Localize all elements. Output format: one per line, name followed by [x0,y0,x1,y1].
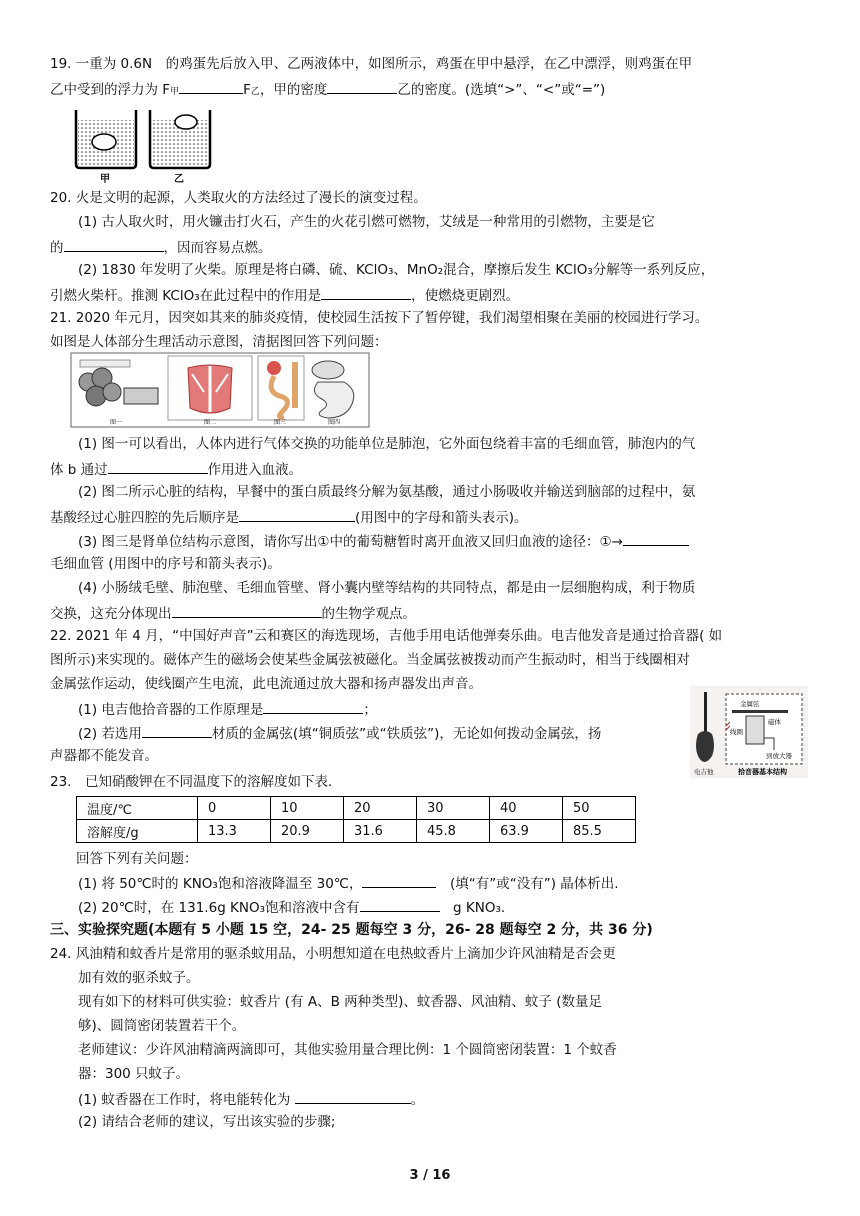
table-cell: 85.5 [563,820,636,843]
q23-ask: 回答下列有关问题： [76,851,198,867]
answer-blank[interactable] [142,723,212,738]
q24-p2: (2) 请结合老师的建议，写出该实验的步骤; [78,1114,336,1130]
answer-blank[interactable] [321,285,411,300]
answer-blank[interactable] [179,79,243,94]
beaker-b-label: 乙 [174,174,184,184]
heart [168,356,252,420]
answer-blank[interactable] [360,897,440,912]
q24-l3: 现有如下的材料可供实验：蚊香片 (有 A、B 两种类型)、蚊香器、风油精、蚊子 (数量足 [78,994,602,1010]
q23-p1: (1) 将 50℃时的 KNO₃饱和溶液降温至 30℃， (填“有”或“没有”) 晶体析出. [78,873,619,893]
label-guitar: 电吉他 [694,768,714,776]
q23-p2: (2) 20℃时，在 131.6g KNO₃饱和溶液中含有 g KNO₃. [78,897,505,917]
answer-blank[interactable] [239,507,355,522]
table-row [77,820,636,843]
q21-title: 21. 2020 年元月，因突如其来的肺炎疫情，使校园生活按下了暂停键，我们渴望相聚在美丽的校园进行学习。 [50,310,709,326]
label-string: 金属弦 [740,700,760,708]
q24-l4: 够)、圆筒密闭装置若干个。 [78,1018,246,1034]
q24-l6: 器：300 只蚊子。 [78,1066,190,1082]
table-cell: 溶解度/g [77,820,198,843]
q20-p2b: 引燃火柴杆。推测 KClO₃在此过程中的作用是 ，使燃烧更剧烈。 [50,285,519,305]
q21-p1a: (1) 图一可以看出，人体内进行气体交换的功能单位是肺泡，它外面包绕着丰富的毛细血管，肺泡内的气 [78,436,696,452]
egg-a [92,134,116,150]
q21-p4a: (4) 小肠绒毛壁、肺泡壁、毛细血管壁、肾小囊内壁等结构的共同特点，都是由一层细胞构成，利于物质 [78,580,696,596]
table-cell: 温度/℃ [77,797,198,820]
beaker-a [76,110,136,168]
label-caption: 拾音器基本结构 [738,768,787,776]
table-cell: 31.6 [344,820,417,843]
answer-blank[interactable] [172,603,322,618]
q22-l3: 金属弦作运动，使线圈产生电流，此电流通过放大器和扬声器发出声音。 [50,676,482,692]
q24-p1: (1) 蚊香器在工作时，将电能转化为 。 [78,1089,424,1109]
table-row [77,797,636,820]
q21-p1b: 体 b 通过 作用进入血液。 [50,459,302,479]
label-magnet: 磁体 [768,718,781,726]
q20-p1b: 的 ，因而容易点燃。 [50,237,272,257]
q22-title: 22. 2021 年 4 月，“中国好声音”云和赛区的海选现场，吉他手用电话他弹奏乐曲。电吉他发音是通过拾音器( 如 [50,628,723,644]
table-cell: 10 [271,797,344,820]
beaker-figure [68,102,218,184]
q22-p2: (2) 若选用 材质的金属弦(填“铜质弦”或“铁质弦”)，无论如何拨动金属弦，扬 [78,723,601,743]
label-amp: 到放大器 [766,752,792,760]
beaker-a-label: 甲 [100,174,110,184]
q21-intro: 如图是人体部分生理活动示意图，清据图回答下列问题： [50,334,388,350]
answer-blank[interactable] [327,79,397,94]
q20-p1a: (1) 古人取火时，用火镰击打火石，产生的火花引燃可燃物，艾绒是一种常用的引燃物，主要是它 [78,214,655,230]
q20-title: 20. 火是文明的起源，人类取火的方法经过了漫长的演变过程。 [50,190,427,206]
table-cell: 0 [198,797,271,820]
physiology-figure [70,352,370,428]
q22-p1: (1) 电吉他拾音器的工作原理是 ； [78,699,377,719]
answer-blank[interactable] [295,1089,411,1104]
q19-line2: 乙中受到的浮力为 F甲 F乙，甲的密度 乙的密度。(选填“>”、“<”或“=”) [50,79,605,101]
q23-title: 23. 已知硝酸钾在不同温度下的溶解度如下表. [50,774,333,790]
q24-l1: 24. 风油精和蚊香片是常用的驱杀蚊用品，小明想知道在电热蚊香片上滴加少许风油精是否会更 [50,946,616,962]
table-cell: 20.9 [271,820,344,843]
answer-blank[interactable] [623,531,689,546]
q21-p3a: (3) 图三是肾单位结构示意图，请你写出①中的葡萄糖暂时离开血液又回归血液的途径：①→ [78,531,689,551]
section-heading: 三、实验探究题(本题有 5 小题 15 空，24- 25 题每空 3 分，26- 28 题每空 2 分，共 36 分) [50,922,653,938]
q22-p2c: 声器都不能发音。 [50,748,158,764]
table-cell: 45.8 [417,820,490,843]
table-cell: 40 [490,797,563,820]
q24-l5: 老师建议：少许风油精滴两滴即可，其他实验用量合理比例：1 个圆筒密闭装置：1 个蚊香 [78,1042,617,1058]
q19-line1: 19. 一重为 0.6N 的鸡蛋先后放入甲、乙两液体中，如图所示，鸡蛋在甲中悬浮，在乙中漂浮，则鸡蛋在甲 [50,56,693,72]
pickup-figure [690,686,808,778]
table-cell: 20 [344,797,417,820]
answer-blank[interactable] [64,237,164,252]
solubility-table [76,796,636,843]
answer-blank[interactable] [108,459,208,474]
table-cell: 30 [417,797,490,820]
fig-label-2: 图二 [204,419,217,426]
label-coil: 线圈 [730,728,743,736]
q24-l2: 加有效的驱杀蚊子。 [78,970,200,986]
q21-p2b: 基酸经过心脏四腔的先后顺序是 (用图中的字母和箭头表示)。 [50,507,528,527]
q21-p4b: 交换，这充分体现出 的生物学观点。 [50,603,416,623]
answer-blank[interactable] [263,699,363,714]
beaker-b [150,110,210,168]
table-cell: 63.9 [490,820,563,843]
q21-p2a: (2) 图二所示心脏的结构，早餐中的蛋白质最终分解为氨基酸，通过小肠吸收并输送到脑部的过程中，氨 [78,484,696,500]
q21-p3b: 毛细血管 (用图中的序号和箭头表示)。 [50,556,281,572]
nephron [258,356,304,420]
fig-label-4: 图四 [328,419,341,426]
table-cell: 50 [563,797,636,820]
q20-p2a: (2) 1830 年发明了火柴。原理是将白磷、硫、KClO₃、MnO₂混合，摩擦后发生 KClO₃分解等一系列反应， [78,262,715,278]
fig-label-3: 图三 [274,419,287,426]
q22-l2: 图所示)来实现的。磁体产生的磁场会使某些金属弦被磁化。当金属弦被拨动而产生振动时，相当于线圈相对 [50,652,690,668]
fig-label-1: 图一 [110,419,123,426]
table-cell: 13.3 [198,820,271,843]
answer-blank[interactable] [362,873,436,888]
egg-b [175,115,197,129]
page-number: 3 / 16 [409,1168,451,1183]
